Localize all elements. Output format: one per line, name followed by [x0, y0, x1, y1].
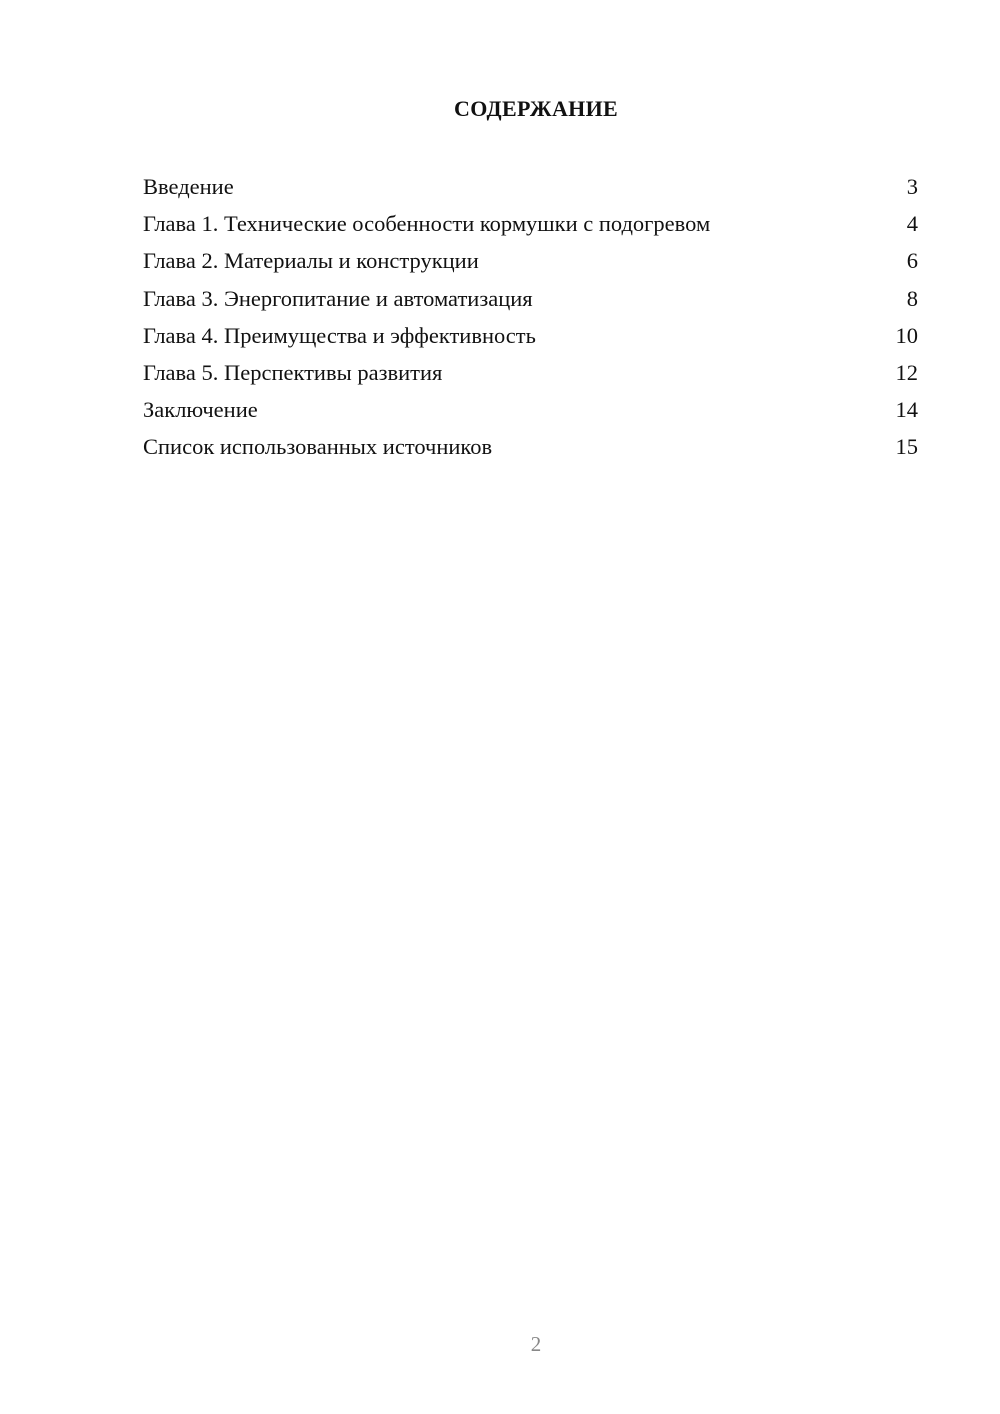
- toc-entry-chapter-5: [143, 354, 918, 391]
- toc-entry-page: 14: [895, 397, 918, 423]
- page-title: СОДЕРЖАНИЕ: [454, 96, 618, 121]
- toc-entry-page: 3: [906, 174, 918, 199]
- toc-entry-title: Заключение: [143, 397, 258, 423]
- toc-entry-page: 15: [895, 434, 918, 460]
- toc-entry-title: Глава 3. Энергопитание и автоматизация: [143, 285, 533, 311]
- toc-entry-chapter-1: [143, 205, 918, 242]
- toc-entry-page: 10: [895, 322, 918, 348]
- toc-entry-references: [143, 428, 918, 465]
- toc-entry-chapter-3: [143, 280, 918, 317]
- page-number: 2: [530, 1332, 542, 1356]
- toc-entry-chapter-4: [143, 317, 918, 354]
- toc-entry-page: 12: [895, 359, 918, 385]
- table-of-contents: [143, 168, 918, 466]
- toc-entry-conclusion: [143, 391, 918, 428]
- toc-entry-title: Глава 4. Преимущества и эффективность: [143, 322, 536, 348]
- toc-entry-page: 4: [906, 211, 918, 237]
- toc-entry-chapter-2: [143, 242, 918, 279]
- toc-entry-title: Список использованных источников: [143, 434, 493, 460]
- toc-entry-page: 8: [906, 285, 918, 311]
- toc-entry-introduction: [143, 168, 918, 205]
- toc-entry-title: Глава 5. Перспективы развития: [143, 359, 443, 385]
- toc-entry-title: Глава 1. Технические особенности кормушки с подогревом: [143, 211, 711, 237]
- toc-entry-title: Глава 2. Материалы и конструкции: [143, 248, 479, 274]
- toc-entry-title: Введение: [143, 174, 234, 199]
- toc-entry-page: 6: [906, 248, 918, 274]
